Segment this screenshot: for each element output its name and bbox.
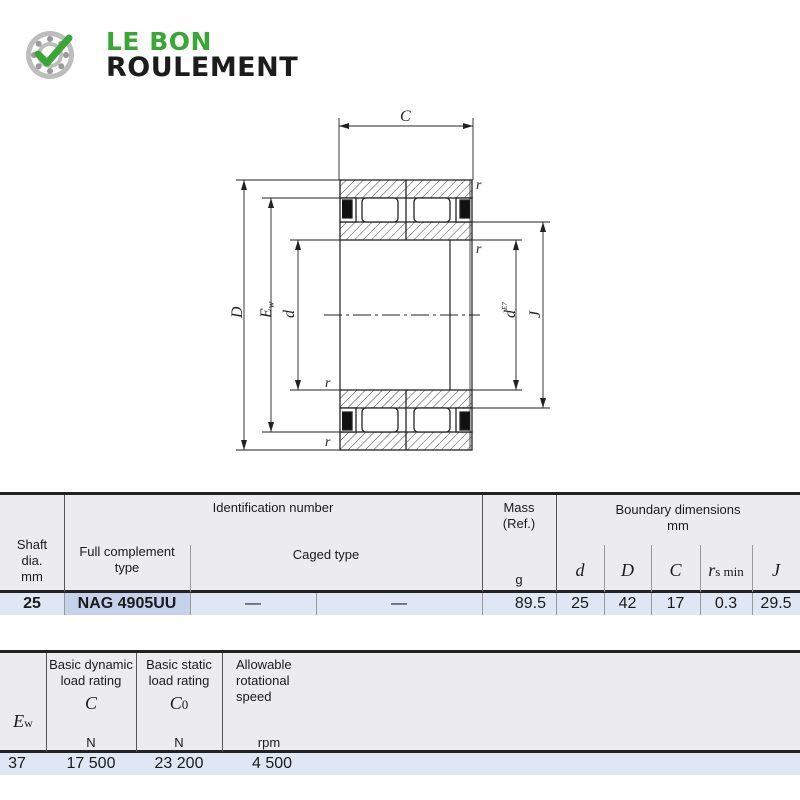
label-Ew: Ew: [258, 301, 277, 318]
speed-header: Allowable rotational speed: [236, 657, 292, 704]
C-value: 17: [666, 595, 685, 612]
shaft-header: Shaft dia. mm: [16, 537, 48, 584]
label-C: C: [400, 108, 411, 125]
col-J: J: [772, 560, 780, 580]
ew-value: 37: [8, 755, 26, 772]
label-dE7: $d^{E7}$: [501, 302, 519, 318]
table2-header: [0, 650, 800, 753]
label-r-1: r: [476, 178, 482, 193]
mass-unit: g: [515, 572, 523, 587]
col-rs-min: rs min: [708, 560, 744, 580]
dynamic-symbol: C: [84, 693, 97, 713]
table-row: [0, 753, 800, 775]
dynamic-value: 17 500: [66, 755, 116, 772]
mass-value: 89.5: [514, 595, 546, 612]
dynamic-unit: N: [86, 735, 96, 750]
full-complement-header: Full complement type: [79, 544, 175, 575]
speed-unit: rpm: [257, 735, 281, 750]
static-symbol: C0: [169, 693, 189, 713]
bottom-section: [340, 390, 472, 450]
caged-value-2: —: [391, 595, 407, 612]
identification-header: Identification number: [212, 500, 334, 515]
logo-line2: ROULEMENT: [106, 52, 299, 83]
label-D: D: [229, 306, 246, 318]
label-J: J: [527, 310, 544, 318]
bearing-drawing: [210, 100, 590, 460]
dynamic-header: Basic dynamic load rating: [49, 657, 133, 688]
top-section: [340, 180, 472, 240]
col-d: d: [575, 560, 585, 580]
label-r-2: r: [476, 242, 482, 257]
brand-logo: [22, 26, 312, 86]
table1-header: [0, 492, 800, 593]
bearing-check-icon: [22, 26, 80, 84]
table-row: [0, 593, 800, 615]
D-value: 42: [618, 595, 637, 612]
caged-header: Caged type: [292, 547, 360, 562]
label-r-4: r: [325, 435, 331, 450]
static-value: 23 200: [154, 755, 204, 772]
d-value: 25: [571, 595, 589, 612]
mass-header: Mass (Ref.): [502, 500, 536, 531]
label-r-3: r: [325, 376, 331, 391]
logo-line1: LE BON: [106, 27, 212, 56]
rating-table: [0, 650, 800, 780]
speed-value: 4 500: [251, 755, 293, 772]
static-header: Basic static load rating: [146, 657, 212, 688]
specification-table: [0, 492, 800, 622]
rs-min-value: 0.3: [714, 595, 738, 612]
shaft-value: 25: [23, 595, 41, 612]
col-C: C: [669, 560, 682, 580]
J-value: 29.5: [760, 595, 792, 612]
col-D: D: [621, 560, 634, 580]
static-unit: N: [174, 735, 184, 750]
boundary-header: Boundary dimensions mm: [615, 502, 741, 533]
ew-header: Ew: [13, 711, 33, 731]
full-complement-value[interactable]: NAG 4905UU: [77, 595, 177, 612]
caged-value-1: —: [245, 595, 261, 612]
label-d: d: [281, 310, 298, 318]
